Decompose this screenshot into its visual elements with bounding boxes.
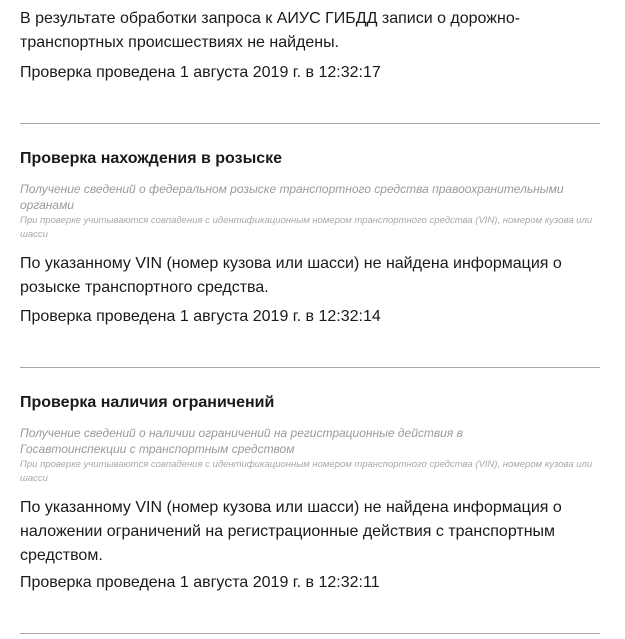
restrictions-check-description: Получение сведений о наличии ограничений на регистрационные действия в Госавтоинспекции с транспортным средством xyxy=(20,426,463,456)
section-divider xyxy=(20,367,600,368)
restrictions-check-note: При проверке учитываются совпадения с идентификационным номером транспортного средства (VIN), номером кузова или шасси xyxy=(20,459,593,484)
wanted-check-title: Проверка нахождения в розыске xyxy=(20,150,283,167)
section-divider xyxy=(20,633,600,634)
wanted-check-result: По указанному VIN (номер кузова или шасси) не найдена информация о розыске транспортного средства. xyxy=(20,255,562,296)
restrictions-check-timestamp: Проверка проведена 1 августа 2019 г. в 12:32:11 xyxy=(20,574,380,591)
wanted-check-note: При проверке учитываются совпадения с идентификационным номером транспортного средства (VIN), номером кузова или шасси xyxy=(20,215,593,240)
wanted-check-timestamp: Проверка проведена 1 августа 2019 г. в 12:32:14 xyxy=(20,308,381,325)
accident-check-timestamp: Проверка проведена 1 августа 2019 г. в 12:32:17 xyxy=(20,64,381,81)
section-divider xyxy=(20,123,600,124)
restrictions-check-result: По указанному VIN (номер кузова или шасси) не найдена информация о наложении ограничений на регистрационные действия с транспортным средством. xyxy=(20,499,562,564)
wanted-check-description: Получение сведений о федеральном розыске транспортного средства правоохранительными органами xyxy=(20,182,564,212)
accident-check-result: В результате обработки запроса к АИУС ГИБДД записи о дорожно-транспортных происшествиях не найдены. xyxy=(20,10,521,51)
restrictions-check-title: Проверка наличия ограничений xyxy=(20,394,275,411)
